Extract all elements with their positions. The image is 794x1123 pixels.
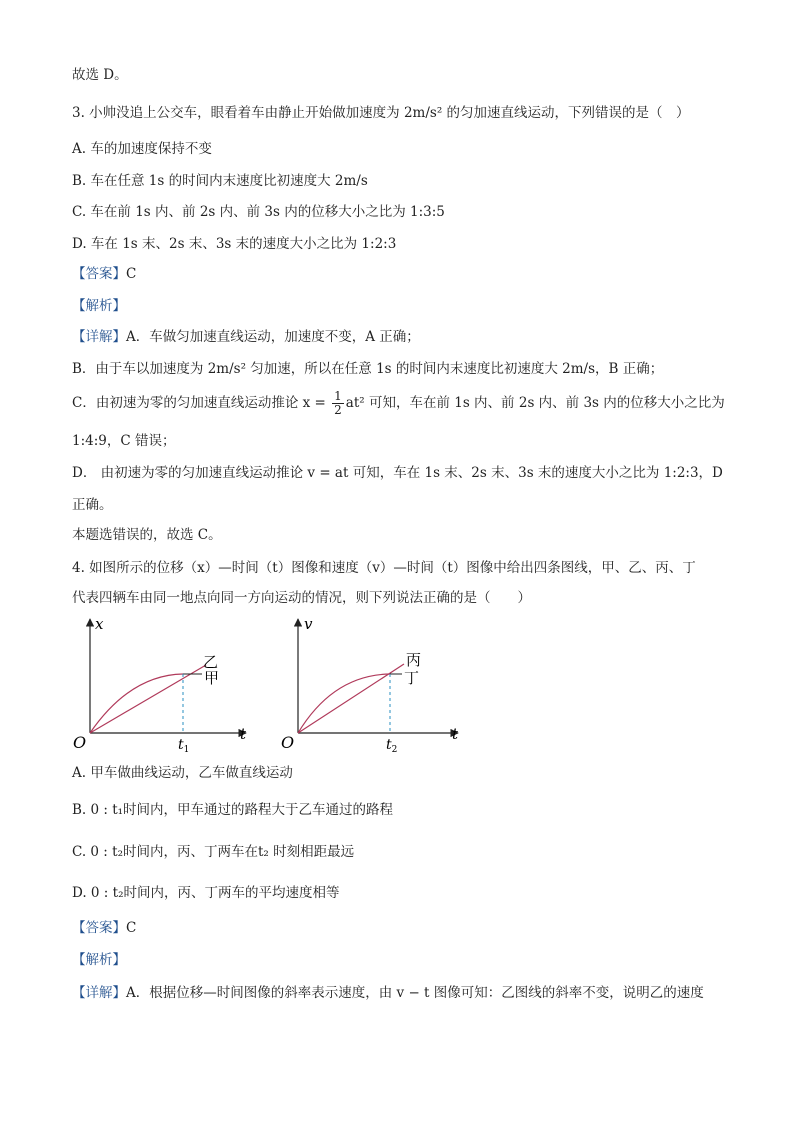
question-4-option-d: D. 0 : t₂时间内，丙、丁两车的平均速度相等: [72, 885, 340, 901]
detail-label: 【详解】: [72, 985, 126, 1001]
question-4-stem-2: 代表四辆车由同一地点向同一方向运动的情况，则下列说法正确的是（ ）: [72, 590, 531, 606]
fraction-denominator: 2: [334, 403, 342, 417]
question-3-detail-b: B．由于车以加速度为 2m/s² 匀加速，所以在任意 1s 的时间内末速度比初速度大 2m/s，B 正确；: [72, 361, 664, 377]
question-3-detail-c: [72, 390, 725, 417]
question-4-answer: [72, 919, 136, 937]
answer-value: C: [126, 266, 137, 282]
y-axis-label: v: [304, 615, 313, 633]
question-4-option-c: C. 0 : t₂时间内，丙、丁两车在t₂ 时刻相距最远: [72, 844, 355, 860]
question-3-detail-d: D． 由初速为零的匀加速直线运动推论 v = at 可知，车在 1s 末、2s 末、3s 末的速度大小之比为 1:2:3，D: [72, 465, 723, 481]
x-axis-label: t: [240, 725, 247, 743]
question-3-analysis-label: 【解析】: [72, 298, 126, 314]
tick-t1: $t_1$: [178, 737, 190, 753]
x-axis-label: t: [452, 725, 459, 743]
fraction-one-half: [332, 390, 344, 417]
detail-c-prefix: C．由初速为零的匀加速直线运动推论 x =: [72, 395, 331, 411]
detail-label: 【详解】: [72, 329, 126, 345]
y-axis-label: x: [95, 615, 104, 633]
question-3-option-a: A. 车的加速度保持不变: [72, 141, 212, 157]
detail-text: A．车做匀加速直线运动，加速度不变，A 正确；: [126, 329, 420, 345]
question-4-option-a: A. 甲车做曲线运动，乙车做直线运动: [72, 765, 293, 781]
tick-t2: $t_2$: [386, 737, 398, 753]
question-3-stem: 3. 小帅没追上公交车，眼看着车由静止开始做加速度为 2m/s² 的匀加速直线运动，下列错误的是（ ）: [72, 105, 690, 121]
label-ding: 丁: [404, 669, 420, 687]
question-4-stem-1: 4. 如图所示的位移（x）—时间（t）图像和速度（v）—时间（t）图像中给出四条图线，甲、乙、丙、丁: [72, 560, 696, 576]
question-3-detail-c-cont: 1:4:9，C 错误；: [72, 433, 176, 449]
origin-label: O: [73, 733, 87, 752]
question-3-detail-d-cont: 正确。: [72, 497, 113, 513]
origin-label: O: [281, 733, 295, 752]
question-3-option-d: D. 车在 1s 末、2s 末、3s 末的速度大小之比为 1:2:3: [72, 236, 397, 252]
line-yi: [90, 665, 206, 733]
label-yi: 乙: [203, 653, 219, 671]
position-time-graph: [70, 613, 260, 753]
question-4-analysis-label: 【解析】: [72, 952, 126, 968]
question-3-answer: [72, 265, 136, 283]
question-4-option-b: B. 0 : t₁时间内，甲车通过的路程大于乙车通过的路程: [72, 802, 394, 818]
question-3-conclusion: 本题选错误的，故选 C。: [72, 527, 222, 543]
fraction-numerator: 1: [334, 389, 342, 403]
detail-text: A．根据位移—时间图像的斜率表示速度，由 v − t 图像可知：乙图线的斜率不变，说明乙的速度: [126, 985, 704, 1001]
answer-value: C: [126, 920, 137, 936]
velocity-time-graph: [278, 613, 468, 753]
question-3-option-b: B. 车在任意 1s 的时间内末速度比初速度大 2m/s: [72, 173, 368, 189]
answer-label: 【答案】: [72, 266, 126, 282]
label-jia: 甲: [204, 669, 220, 687]
question-3-option-c: C. 车在前 1s 内、前 2s 内、前 3s 内的位移大小之比为 1:3:5: [72, 204, 445, 220]
line-bing: [298, 664, 404, 733]
detail-c-suffix: at² 可知，车在前 1s 内、前 2s 内、前 3s 内的位移大小之比为: [345, 395, 725, 411]
question-3-detail-a: [72, 328, 420, 346]
question-4-detail-a: [72, 984, 704, 1002]
prev-answer-line: 故选 D。: [72, 67, 128, 83]
answer-label: 【答案】: [72, 920, 126, 936]
label-bing: 丙: [406, 651, 422, 669]
